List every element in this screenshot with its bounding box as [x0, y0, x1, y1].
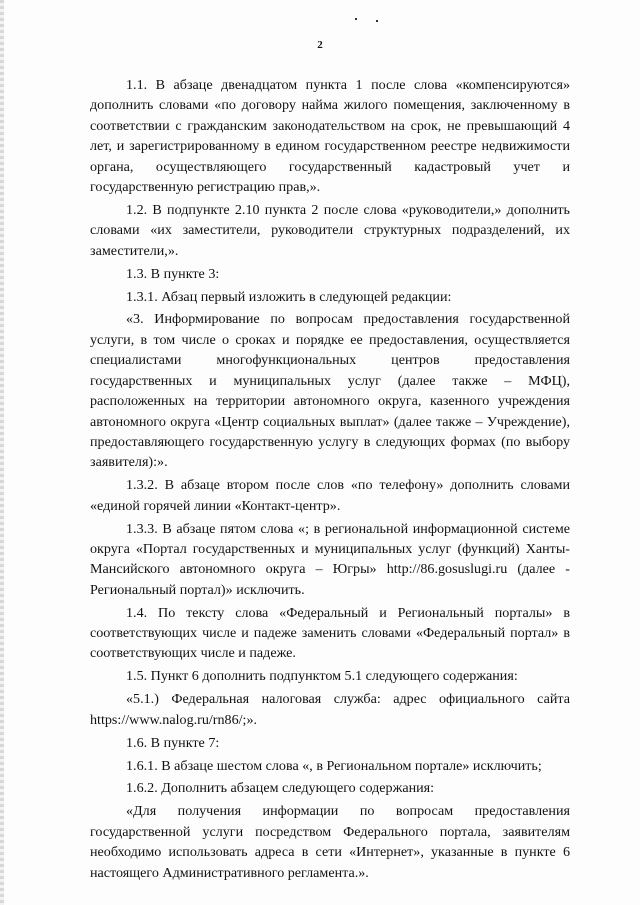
paragraph-1-6-1: 1.6.1. В абзаце шестом слова «, в Региональном портале» исключить;	[126, 757, 542, 774]
scan-edge	[0, 0, 4, 905]
paragraph-1-4: 1.4. По тексту слова «Федеральный и Региональный порталы» в соответствующих числе и падеже заменить словами «Федеральный портал» в соответствующих числе и падеже.	[90, 604, 570, 662]
paragraph-quote-3: «3. Информирование по вопросам предоставления государственной услуги, в том числе о сроках и порядке ее предоставления, осуществляется специалистами многофункциональных центров предоставления государственных и муниципальных услуг (далее также – МФЦ), расположенных на территории автономного округа, казенного учреждения автономного округа «Центр социальных выплат» (далее также – Учреждение), предоставляющего государственную услугу в следующих формах (по выбору заявителя):».	[90, 311, 570, 471]
paragraph-1-3-2: 1.3.2. В абзаце втором после слов «по телефону» дополнить словами «единой горячей линии «Контакт-центр».	[90, 477, 570, 514]
paragraph-1-6-2: 1.6.2. Дополнить абзацем следующего содержания:	[126, 780, 435, 797]
page-number: 2	[317, 39, 323, 51]
paragraph-1-2: 1.2. В подпункте 2.10 пункта 2 после слова «руководители,» дополнить словами «их заместители, руководители структурных подразделений, их заместители,».	[90, 201, 570, 259]
paragraph-quote-5-1: «5.1.) Федеральная налоговая служба: адрес официального сайта https://www.nalog.ru/rn86/;».	[90, 691, 570, 728]
paragraph-1-5: 1.5. Пункт 6 дополнить подпунктом 5.1 следующего содержания:	[126, 668, 518, 685]
paragraph-quote-final: «Для получения информации по вопросам предоставления государственной услуги посредством Федерального портала, заявителям необходимо использовать адреса в сети «Интернет», указанные в пункте 6 настоящего Административного регламента.».	[90, 803, 570, 881]
document-body	[90, 75, 570, 883]
paragraph-1-6: 1.6. В пункте 7:	[126, 734, 220, 751]
paragraph-1-3: 1.3. В пункте 3:	[126, 265, 220, 282]
paragraph-1-3-3: 1.3.3. В абзаце пятом слова «; в региональной информационной системе округа «Портал государственных и муниципальных услуг (функций) Ханты-Мансийского автономного округа – Югры» http://86.gosuslugi.ru (далее - Региональный портал)» исключить.	[90, 520, 570, 598]
scan-speck	[355, 18, 357, 20]
paragraph-1-1: 1.1. В абзаце двенадцатом пункта 1 после слова «компенсируются» дополнить словами «по договору найма жилого помещения, заключенному в соответствии с гражданским законодательством на срок, не превышающий 4 лет, и зарегистрированному в едином государственном реестре недвижимости органа, осуществляющего государственный кадастровый учет и государственную регистрацию прав,».	[90, 77, 570, 196]
paragraph-1-3-1: 1.3.1. Абзац первый изложить в следующей редакции:	[126, 288, 452, 305]
scan-speck	[376, 20, 378, 22]
